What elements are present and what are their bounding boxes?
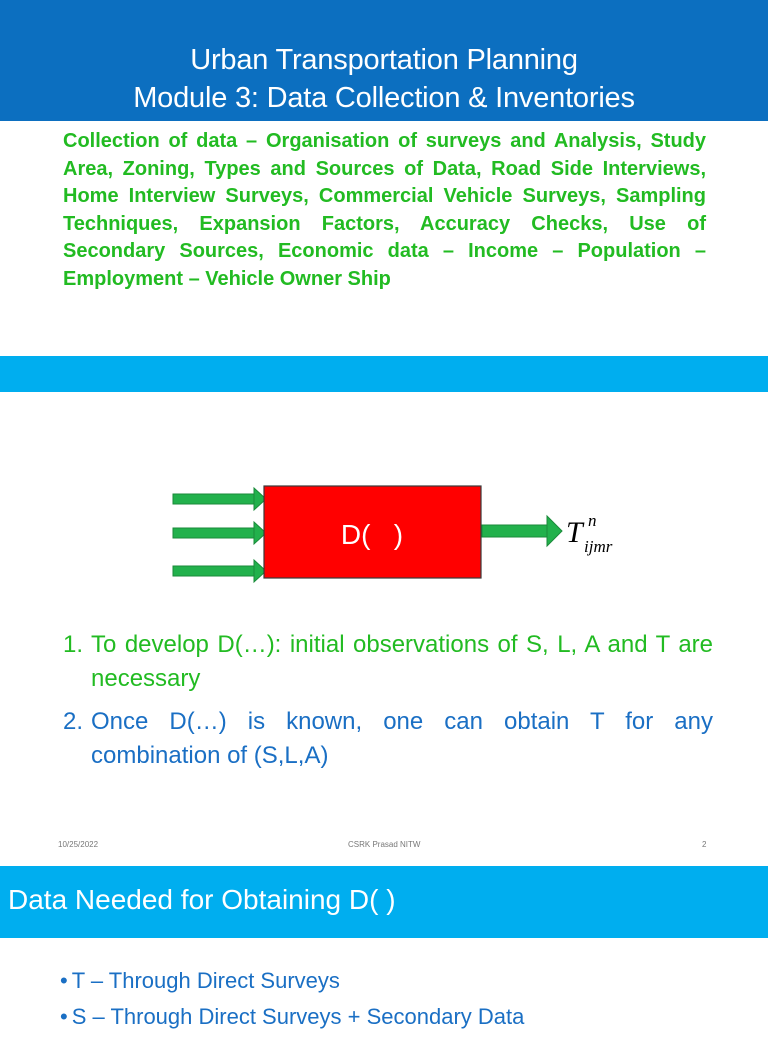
syllabus-text: Collection of data – Organisation of surveys and Analysis, Study Area, Zoning, Types and Sources of Data, Road Side Interviews, Home Interview Surveys, Commercial Vehicle Surveys, Sampling Techniques, Expansion Factors, Accuracy Checks, Use of Secondary Sources, Economic data – Income – Population – Employment – Vehicle Owner Ship bbox=[63, 130, 706, 290]
slide2-header-bar bbox=[0, 356, 768, 392]
output-symbol: T bbox=[566, 516, 583, 549]
footer-author: CSRK Prasad NITW bbox=[348, 840, 421, 849]
process-diagram bbox=[0, 470, 768, 590]
list-item bbox=[60, 1002, 524, 1032]
slide1-title-line2: Module 3: Data Collection & Inventories bbox=[133, 82, 635, 114]
list-item-text: Once D(…) is known, one can obtain T for any combination of (S,L,A) bbox=[91, 708, 713, 769]
output-arrow bbox=[482, 516, 562, 546]
slide3-title: Data Needed for Obtaining D( ) bbox=[8, 884, 396, 915]
function-box-label: D( ) bbox=[340, 519, 404, 550]
list-item-number: 1. bbox=[63, 631, 84, 658]
list-item bbox=[63, 705, 713, 773]
list-item bbox=[63, 628, 713, 696]
footer-page-number: 2 bbox=[702, 840, 707, 849]
bullet-text: T – Through Direct Surveys bbox=[71, 968, 340, 993]
output-symbol-sub: ijmr bbox=[584, 537, 613, 556]
bullet-text: S – Through Direct Surveys + Secondary Data bbox=[71, 1004, 525, 1029]
bullet-icon: • bbox=[60, 968, 68, 993]
output-symbol-sup: n bbox=[588, 511, 597, 530]
numbered-list bbox=[63, 628, 713, 782]
input-arrow-1 bbox=[173, 488, 266, 510]
bullet-icon: • bbox=[60, 1004, 68, 1029]
input-arrow-3 bbox=[173, 560, 266, 582]
list-item-number: 2. bbox=[63, 708, 84, 735]
input-arrow-2 bbox=[173, 522, 266, 544]
slide1-title-line1: Urban Transportation Planning bbox=[190, 44, 578, 76]
list-item-text: To develop D(…): initial observations of S, L, A and T are necessary bbox=[91, 631, 713, 692]
footer-date: 10/25/2022 bbox=[58, 840, 99, 849]
list-item bbox=[60, 966, 524, 996]
bullet-list bbox=[60, 966, 524, 1038]
